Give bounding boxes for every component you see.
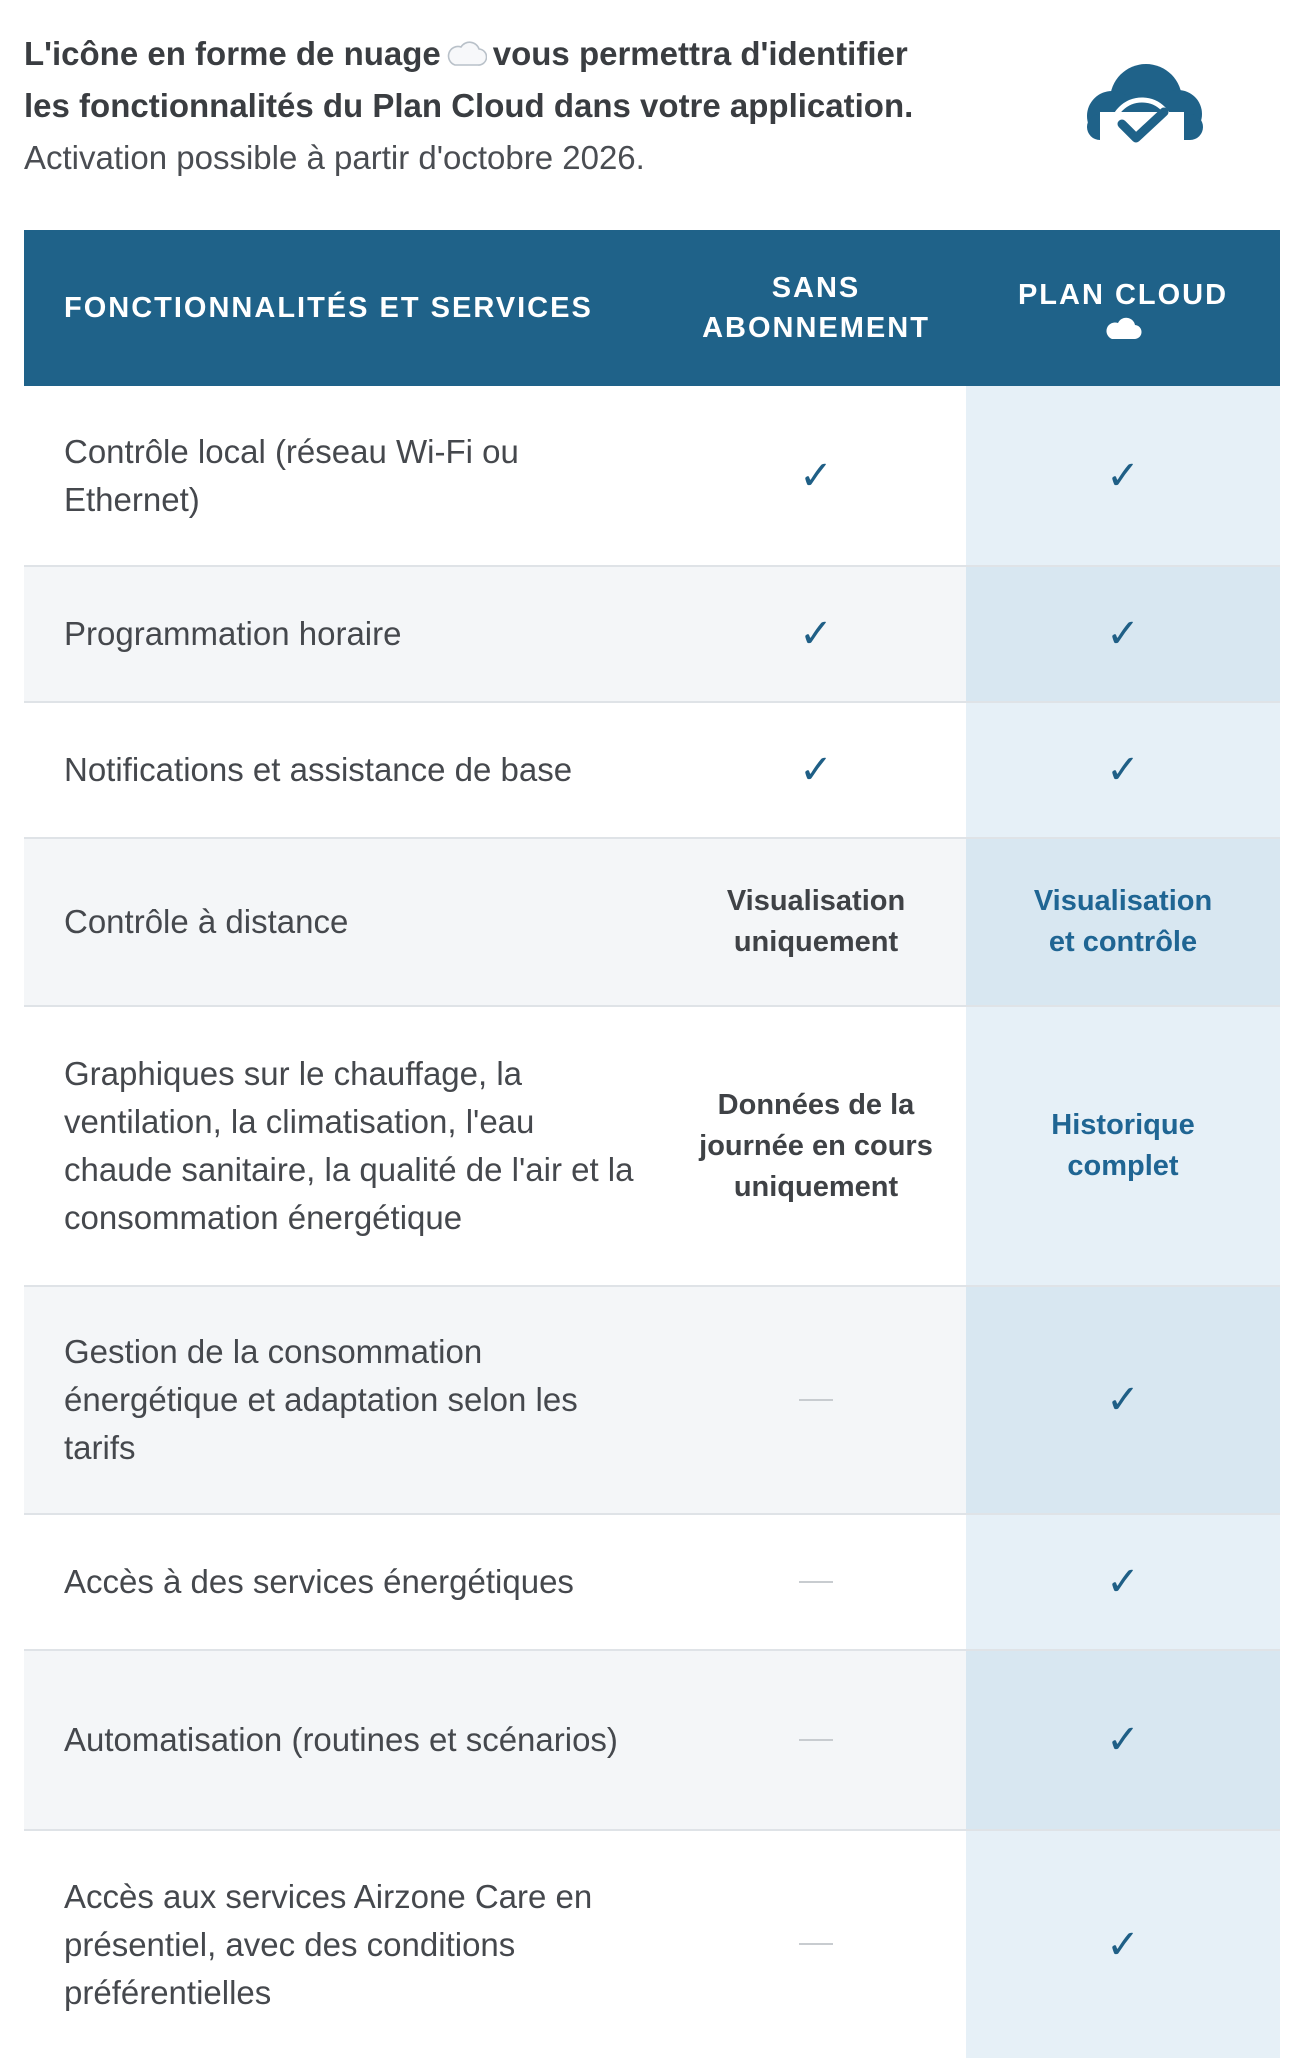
cloud-plan-cell xyxy=(966,1286,1280,1514)
cloud-icon xyxy=(445,41,487,67)
checkmark-icon: ✓ xyxy=(1106,452,1140,499)
cloud-plan-cell xyxy=(966,1650,1280,1830)
table-row xyxy=(24,1514,1280,1650)
feature-name: Contrôle à distance xyxy=(24,838,666,1006)
cloud-plan-cell xyxy=(966,1830,1280,2058)
checkmark-icon: ✓ xyxy=(1106,611,1140,657)
free-plan-cell xyxy=(666,838,966,1006)
table-row xyxy=(24,838,1280,1006)
free-plan-cell xyxy=(666,386,966,566)
free-plan-cell xyxy=(666,566,966,702)
cell-text: Historique complet xyxy=(1051,1109,1195,1182)
header-features: FONCTIONNALITÉS ET SERVICES xyxy=(24,230,666,386)
intro-text xyxy=(24,28,1004,184)
cell-text: Données de la journée en cours uniquement xyxy=(699,1088,933,1203)
checkmark-icon: ✓ xyxy=(1106,1921,1140,1968)
header-free: SANS ABONNEMENT xyxy=(666,230,966,386)
intro-line-2: les fonctionnalités du Plan Cloud dans votre application. xyxy=(24,87,914,124)
free-plan-cell xyxy=(666,1650,966,1830)
table-header xyxy=(24,230,1280,386)
checkmark-icon: ✓ xyxy=(1106,1717,1140,1763)
table-row xyxy=(24,1286,1280,1514)
dash-icon xyxy=(799,1739,833,1741)
header-cloud: PLAN CLOUD xyxy=(966,230,1280,386)
free-plan-cell xyxy=(666,1514,966,1650)
cloud-check-icon xyxy=(1070,50,1212,158)
feature-name: Contrôle local (réseau Wi-Fi ou Ethernet) xyxy=(24,386,666,566)
table-row xyxy=(24,566,1280,702)
dash-icon xyxy=(799,1943,833,1945)
cloud-plan-cell xyxy=(966,702,1280,838)
free-plan-cell xyxy=(666,1006,966,1286)
table-row xyxy=(24,702,1280,838)
cloud-plan-cell xyxy=(966,1514,1280,1650)
checkmark-icon: ✓ xyxy=(799,452,833,499)
cloud-plan-cell xyxy=(966,1006,1280,1286)
cloud-plan-cell xyxy=(966,838,1280,1006)
checkmark-icon: ✓ xyxy=(1106,1377,1140,1423)
checkmark-icon: ✓ xyxy=(799,747,833,793)
cloud-icon xyxy=(1103,317,1143,341)
dash-icon xyxy=(799,1399,833,1401)
table-row xyxy=(24,1006,1280,1286)
feature-name: Gestion de la consommation énergétique et adaptation selon les tarifs xyxy=(24,1286,666,1514)
free-plan-cell xyxy=(666,702,966,838)
checkmark-icon: ✓ xyxy=(1106,1559,1140,1605)
feature-name: Graphiques sur le chauffage, la ventilation, la climatisation, l'eau chaude sanitaire, la qualité de l'air et la consommation énergétique xyxy=(24,1006,666,1286)
feature-name: Automatisation (routines et scénarios) xyxy=(24,1650,666,1830)
feature-name: Notifications et assistance de base xyxy=(24,702,666,838)
free-plan-cell xyxy=(666,1286,966,1514)
intro-line-3: Activation possible à partir d'octobre 2026. xyxy=(24,139,645,176)
cloud-plan-cell xyxy=(966,386,1280,566)
intro-line-1: L'icône en forme de nuage vous permettra d'identifier xyxy=(24,35,908,72)
free-plan-cell xyxy=(666,1830,966,2058)
table-row xyxy=(24,386,1280,566)
table-row xyxy=(24,1830,1280,2058)
table-row xyxy=(24,1650,1280,1830)
cloud-plan-cell xyxy=(966,566,1280,702)
cell-text: Visualisation uniquement xyxy=(726,885,906,958)
features-table xyxy=(24,230,1280,2058)
dash-icon xyxy=(799,1581,833,1583)
feature-name: Accès à des services énergétiques xyxy=(24,1514,666,1650)
feature-name: Accès aux services Airzone Care en présentiel, avec des conditions préférentielles xyxy=(24,1830,666,2058)
feature-name: Programmation horaire xyxy=(24,566,666,702)
checkmark-icon: ✓ xyxy=(799,611,833,657)
checkmark-icon: ✓ xyxy=(1106,747,1140,793)
cell-text: Visualisation et contrôle xyxy=(1033,885,1213,958)
